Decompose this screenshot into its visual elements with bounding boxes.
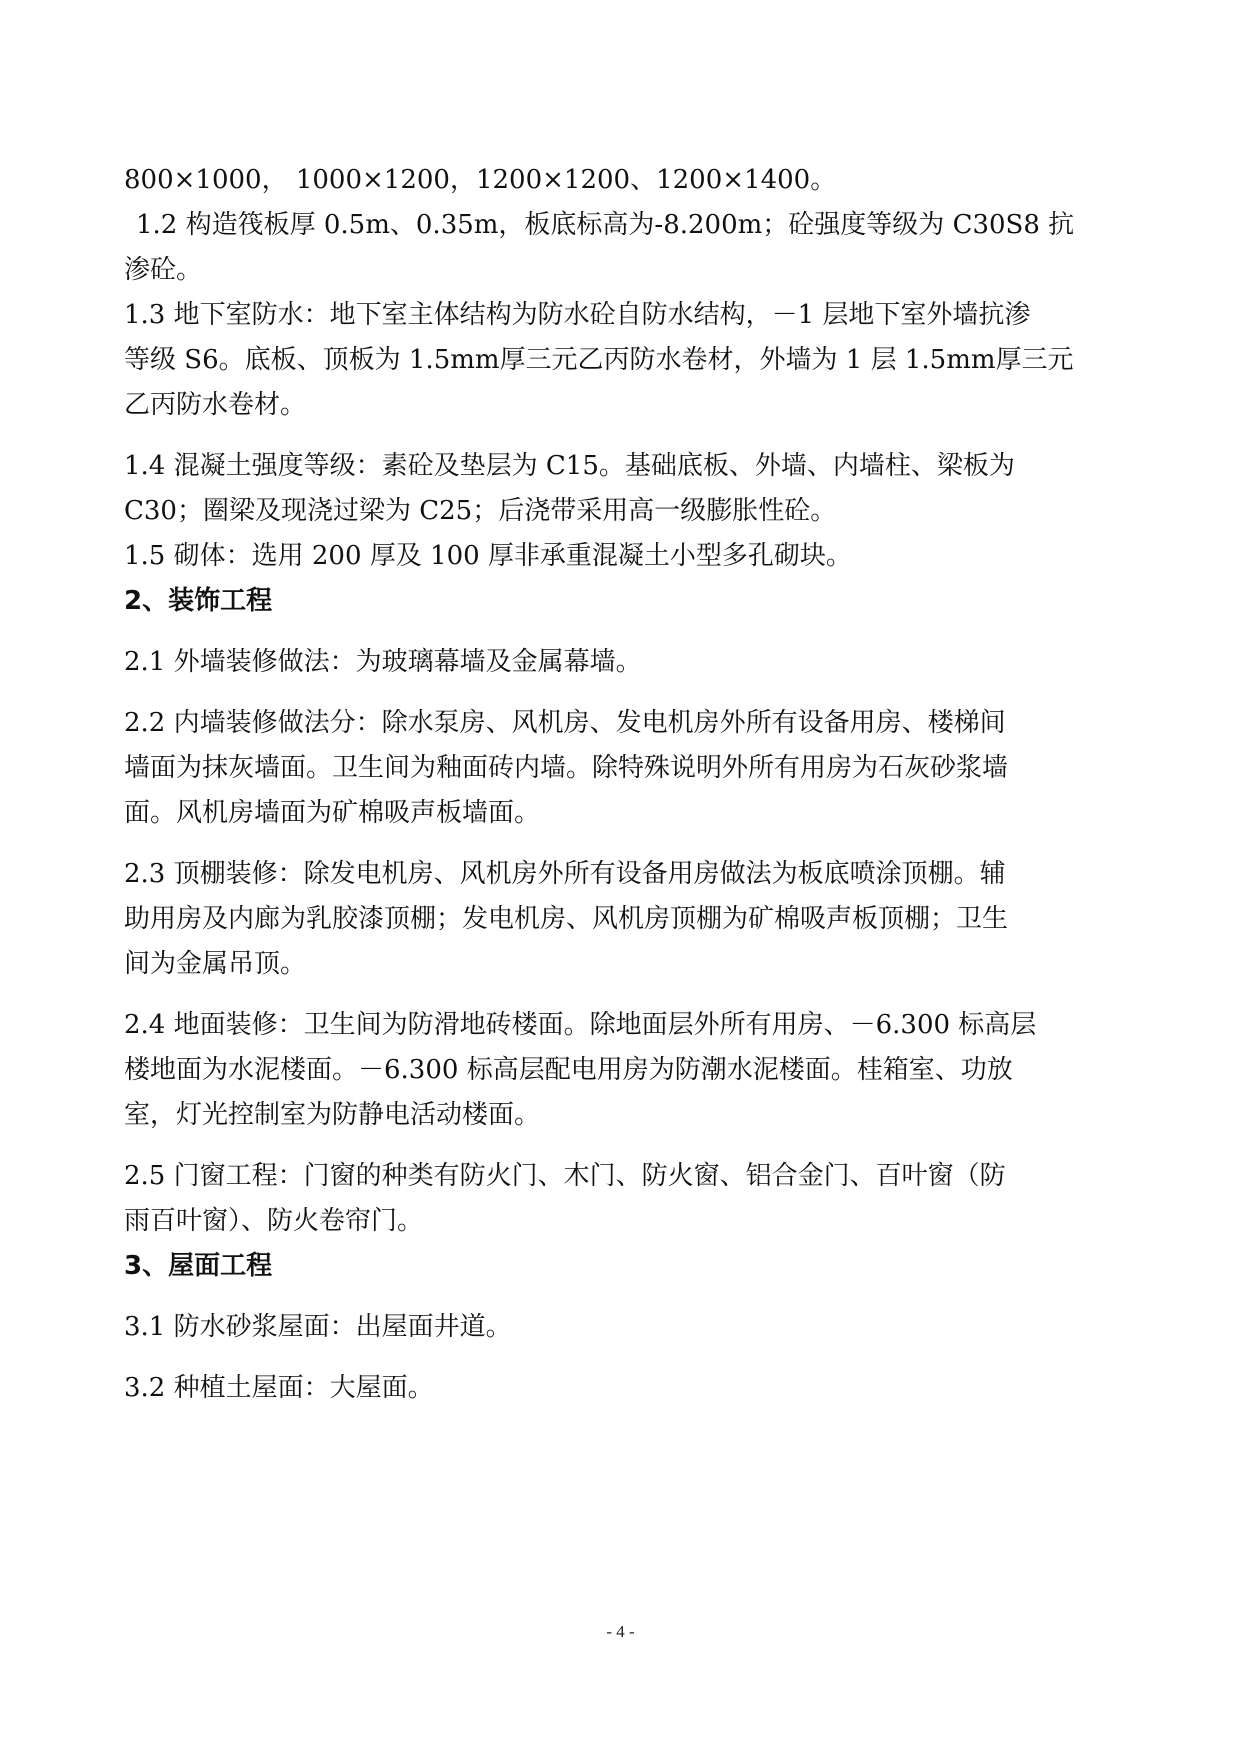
section-heading-3: 3、屋面工程 [124,1251,273,1281]
paragraph-2-1: 2.1 外墙装修做法：为玻璃幕墙及金属幕墙。 [124,647,642,677]
paragraph-1-4-line-1: 1.4 混凝土强度等级：素砼及垫层为 C15。基础底板、外墙、内墙柱、梁板为 [124,451,1015,481]
paragraph-1-3-line-1: 1.3 地下室防水：地下室主体结构为防水砼自防水结构，－1 层地下室外墙抗渗 [124,300,1031,330]
paragraph-2-2-line-2: 墙面为抹灰墙面。卫生间为釉面砖内墙。除特殊说明外所有用房为石灰砂浆墙 [124,753,1009,783]
paragraph-2-2-line-3: 面。风机房墙面为矿棉吸声板墙面。 [124,798,541,828]
dimension-line: 800×1000， 1000×1200，1200×1200、1200×1400。 [124,165,837,195]
paragraph-1-3-line-3: 乙丙防水卷材。 [124,390,307,420]
paragraph-1-2-line-1: 1.2 构造筏板厚 0.5m、0.35m，板底标高为-8.200m；砼强度等级为 C30S8 抗 [136,210,1075,240]
paragraph-1-5: 1.5 砌体：选用 200 厚及 100 厚非承重混凝土小型多孔砌块。 [124,541,852,571]
paragraph-3-1: 3.1 防水砂浆屋面：出屋面井道。 [124,1312,512,1342]
paragraph-3-2: 3.2 种植土屋面：大屋面。 [124,1373,434,1403]
paragraph-1-3-line-2: 等级 S6。底板、顶板为 1.5mm厚三元乙丙防水卷材，外墙为 1 层 1.5mm厚三元 [124,345,1074,375]
paragraph-2-4-line-3: 室，灯光控制室为防静电活动楼面。 [124,1100,541,1130]
paragraph-2-5-line-2: 雨百叶窗）、防火卷帘门。 [124,1206,424,1236]
paragraph-1-4-line-2: C30；圈梁及现浇过梁为 C25；后浇带采用高一级膨胀性砼。 [124,496,837,526]
paragraph-2-3-line-3: 间为金属吊顶。 [124,949,307,979]
paragraph-2-3-line-2: 助用房及内廊为乳胶漆顶棚；发电机房、风机房顶棚为矿棉吸声板顶棚；卫生 [124,904,1009,934]
paragraph-2-5-line-1: 2.5 门窗工程：门窗的种类有防火门、木门、防火窗、铝合金门、百叶窗（防 [124,1161,1006,1191]
paragraph-2-4-line-2: 楼地面为水泥楼面。－6.300 标高层配电用房为防潮水泥楼面。桂箱室、功放 [124,1055,1013,1085]
paragraph-1-2-line-2: 渗砼。 [124,255,203,285]
paragraph-2-2-line-1: 2.2 内墙装修做法分：除水泵房、风机房、发电机房外所有设备用房、楼梯间 [124,708,1006,738]
page-number: - 4 - [606,1622,635,1641]
paragraph-2-4-line-1: 2.4 地面装修：卫生间为防滑地砖楼面。除地面层外所有用房、－6.300 标高层 [124,1010,1037,1040]
page-content [124,158,1119,1411]
paragraph-2-3-line-1: 2.3 顶棚装修：除发电机房、风机房外所有设备用房做法为板底喷涂顶棚。辅 [124,859,1006,889]
section-heading-2: 2、装饰工程 [124,586,273,616]
